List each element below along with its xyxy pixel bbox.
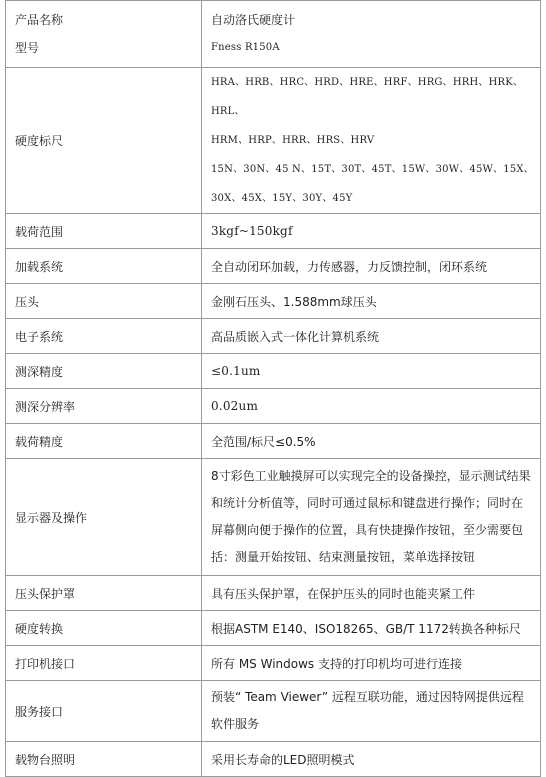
spec-table bbox=[5, 0, 541, 777]
row-label-line: 产品名称 bbox=[15, 13, 64, 27]
table-row bbox=[6, 249, 541, 284]
row-value-line: 预装“ Team Viewer” 远程互联功能，通过因特网提供远程 bbox=[211, 690, 524, 704]
row-value-line: HRM、HRP、HRR、HRS、HRV bbox=[211, 135, 375, 146]
row-value-line: HRA、HRB、HRC、HRD、HRE、HRF、HRG、HRH、HRK、HRL、 bbox=[211, 77, 524, 117]
table-row bbox=[6, 611, 541, 646]
row-label: 压头 bbox=[6, 284, 202, 319]
row-value: 采用长寿命的LED照明模式 bbox=[202, 742, 541, 777]
row-value-line: 屏幕侧向便于操作的位置，具有快捷操作按钮，至少需要包 bbox=[211, 523, 524, 537]
table-row bbox=[6, 68, 541, 214]
row-label: 测深精度 bbox=[6, 354, 202, 389]
table-row bbox=[6, 742, 541, 777]
row-value-line: 15N、30N、45 N、15T、30T、45T、15W、30W、45W、15X、 bbox=[211, 164, 534, 175]
row-label bbox=[6, 1, 202, 68]
table-row bbox=[6, 576, 541, 611]
row-value bbox=[202, 681, 541, 742]
row-label: 硬度标尺 bbox=[6, 68, 202, 214]
row-value-line: 括：测量开始按钮、结束测量按钮，菜单选择按钮 bbox=[211, 550, 476, 564]
row-label: 电子系统 bbox=[6, 319, 202, 354]
row-label: 载荷范围 bbox=[6, 214, 202, 249]
row-label: 硬度转换 bbox=[6, 611, 202, 646]
row-value-line: 8寸彩色工业触摸屏可以实现完全的设备操控，显示测试结果 bbox=[211, 469, 531, 483]
row-value: 具有压头保护罩，在保护压头的同时也能夹紧工件 bbox=[202, 576, 541, 611]
row-label: 测深分辨率 bbox=[6, 389, 202, 424]
row-label: 显示器及操作 bbox=[6, 459, 202, 576]
row-value: 高品质嵌入式一体化计算机系统 bbox=[202, 319, 541, 354]
table-row bbox=[6, 681, 541, 742]
table-row bbox=[6, 389, 541, 424]
row-value-line: 自动洛氏硬度计 bbox=[211, 13, 296, 27]
row-label: 加载系统 bbox=[6, 249, 202, 284]
row-label: 压头保护罩 bbox=[6, 576, 202, 611]
table-row bbox=[6, 1, 541, 68]
table-row bbox=[6, 459, 541, 576]
row-value: 所有 MS Windows 支持的打印机均可进行连接 bbox=[202, 646, 541, 681]
table-row bbox=[6, 646, 541, 681]
row-value: 根据ASTM E140、ISO18265、GB/T 1172转换各种标尺 bbox=[202, 611, 541, 646]
row-value: 金刚石压头、1.588mm球压头 bbox=[202, 284, 541, 319]
row-value-line: 30X、45X、15Y、30Y、45Y bbox=[211, 193, 353, 204]
table-row bbox=[6, 354, 541, 389]
row-label: 载物台照明 bbox=[6, 742, 202, 777]
row-label-line: 型号 bbox=[15, 41, 40, 55]
row-value: 全范围/标尺≤0.5% bbox=[202, 424, 541, 459]
row-label: 服务接口 bbox=[6, 681, 202, 742]
row-label: 载荷精度 bbox=[6, 424, 202, 459]
row-value: 3kgf~150kgf bbox=[202, 214, 541, 249]
row-value bbox=[202, 1, 541, 68]
table-row bbox=[6, 319, 541, 354]
row-value: 全自动闭环加载，力传感器，力反馈控制，闭环系统 bbox=[202, 249, 541, 284]
row-value-line: 软件服务 bbox=[211, 717, 260, 731]
table-row bbox=[6, 284, 541, 319]
row-value bbox=[202, 459, 541, 576]
row-value bbox=[202, 68, 541, 214]
row-value: ≤0.1um bbox=[202, 354, 541, 389]
row-value-line: 和统计分析值等，同时可通过鼠标和键盘进行操作；同时在 bbox=[211, 496, 524, 510]
row-value: 0.02um bbox=[202, 389, 541, 424]
table-row bbox=[6, 424, 541, 459]
row-value-line: Fness R150A bbox=[211, 42, 280, 53]
row-label: 打印机接口 bbox=[6, 646, 202, 681]
table-row bbox=[6, 214, 541, 249]
